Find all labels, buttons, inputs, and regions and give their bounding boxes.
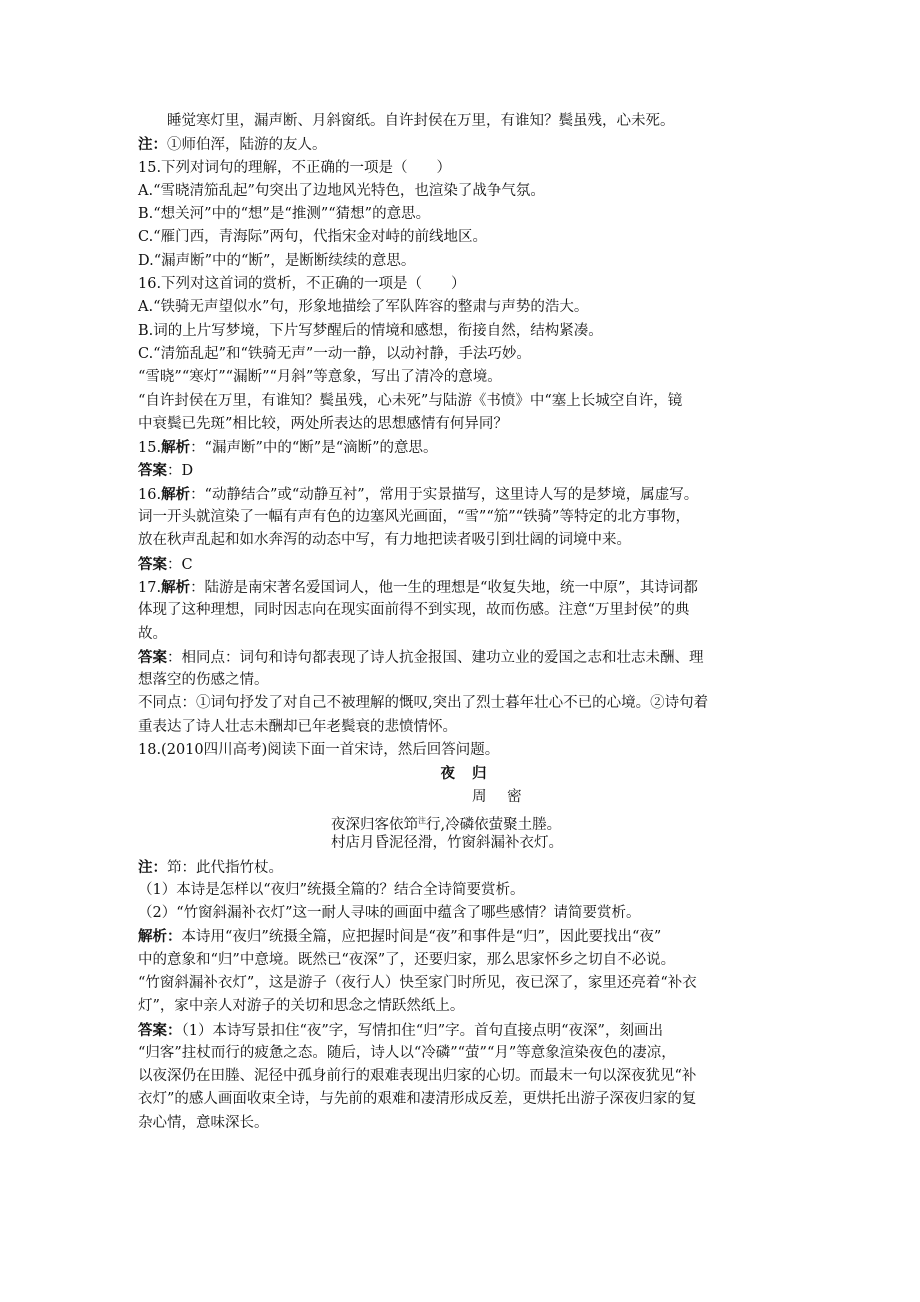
- document-page: [138, 110, 783, 1135]
- poem-line-2: 村店月昏泥径滑，竹窗斜漏补衣灯。: [331, 835, 563, 852]
- question-15-stem: 15.下列对词句的理解，不正确的一项是（ ）: [138, 159, 452, 176]
- answer-17-text: ：相同点：词句和诗句都表现了诗人抗金报国、建功立业的爱国之志和壮志未酬、理: [167, 649, 704, 666]
- question-18-sub-2: （2）“竹窗斜漏补衣灯”这一耐人寻味的画面中蕴含了哪些感情？请简要赏析。: [138, 905, 641, 922]
- answer-18-analysis-text: 本诗用“夜归”统摄全篇，应把握时间是“夜”和事件是“归”，因此要找出“夜”: [181, 929, 662, 946]
- answer-18-analysis-line-4: 灯”，家中亲人对游子的关切和思念之情跃然纸上。: [138, 998, 465, 1015]
- question-18-sub-1: （1）本诗是怎样以“夜归”统摄全篇的？结合全诗简要赏析。: [138, 881, 525, 898]
- answer-17-diff-line-1: 不同点：①词句抒发了对自己不被理解的慨叹,突出了烈士暮年壮心不已的心境。②诗句着: [138, 695, 709, 712]
- answer-17-diff-line-2: 重表达了诗人壮志未酬却已年老鬓衰的悲愤情怀。: [138, 718, 457, 735]
- question-16-option-c: C.“清笳乱起”和“铁骑无声”一动一静，以动衬静，手法巧妙。: [138, 345, 531, 362]
- answer-label: 答案：: [138, 1021, 182, 1039]
- answer-15-number: 15.: [138, 440, 162, 457]
- note-label: 注：: [138, 858, 167, 876]
- answer-18-analysis-line-3: “竹窗斜漏补衣灯”，这是游子（夜行人）快至家门时所见，夜已深了，家里还亮着“补衣: [138, 974, 697, 991]
- answer-15-value: ：D: [167, 463, 194, 480]
- note-label: 注：: [138, 136, 167, 154]
- answer-label: 答案: [138, 462, 167, 480]
- poem-line-1: [138, 809, 783, 832]
- answer-18-key-line-1: [138, 1019, 783, 1042]
- poem-author: 周 密: [472, 788, 530, 805]
- answer-18-key-line-2: “归客”拄杖而行的疲惫之态。随后，诗人以“冷磷”“萤”“月”等意象渲染夜色的凄凉，: [138, 1044, 676, 1061]
- poem-last-line: 睡觉寒灯里，漏声断、月斜窗纸。自许封侯在万里，有谁知？鬓虽残，心未死。: [167, 113, 675, 129]
- question-15-option-b: B.“想关河”中的“想”是“推测”“猜想”的意思。: [138, 206, 431, 223]
- question-18-intro: 18.(2010四川高考)阅读下面一首宋诗，然后回答问题。: [138, 742, 500, 759]
- answer-label: 答案: [138, 648, 167, 666]
- answer-17-key-line-1: [138, 646, 783, 669]
- analysis-label: 解析: [161, 485, 191, 503]
- answer-17-key-line-2: 想落空的伤感之情。: [138, 672, 269, 689]
- answer-17-analysis-line-2: 体现了这种理想，同时因志向在现实面前得不到实现，故而伤感。注意“万里封侯”的典: [138, 602, 690, 619]
- answer-16-analysis-text: ：“动静结合”或“动静互衬”，常用于实景描写，这里诗人写的是梦境，属虚写。: [190, 486, 699, 503]
- answer-label: 答案: [138, 555, 167, 573]
- answer-16-value: ：C: [167, 556, 193, 573]
- analysis-label: 解析：: [138, 928, 182, 946]
- answer-17-analysis-line-3: 故。: [138, 625, 167, 642]
- answer-15-analysis: [138, 436, 783, 459]
- question-15-option-a: A.“雪晓清笳乱起”句突出了边地风光特色，也渲染了战争气氛。: [138, 182, 545, 199]
- question-16-option-a: A.“铁骑无声望似水”句，形象地描绘了军队阵容的整肃与声势的浩大。: [138, 299, 589, 316]
- analysis-label: 解析: [161, 578, 191, 596]
- answer-18-text: （1）本诗写景扣住“夜”字，写情扣住“归”字。首句直接点明“夜深”，刻画出: [181, 1022, 663, 1039]
- answer-17-analysis-line-1: [138, 576, 783, 599]
- answer-16-analysis-line-1: [138, 483, 783, 506]
- answer-16-key: [138, 553, 783, 576]
- question-15-option-c: C.“雁门西，青海际”两句，代指宋金对峙的前线地区。: [138, 229, 488, 246]
- answer-18-key-line-3: 以夜深仍在田塍、泥径中孤身前行的艰难表现出归家的心切。而最末一句以深夜犹见“补: [138, 1068, 697, 1085]
- note-text: ①师伯浑，陆游的友人。: [167, 137, 327, 154]
- question-15-option-d: D.“漏声断”中的“断”，是断断续续的意思。: [138, 252, 416, 269]
- answer-18-key-line-4: 衣灯”的感人画面收束全诗，与先前的艰难和凄清形成反差，更烘托出游子深夜归家的复: [138, 1091, 697, 1108]
- question-17-line-2: 中衰鬓已先斑”相比较，两处所表达的思想感情有何异同？: [138, 415, 508, 432]
- answer-16-analysis-line-2: 词一开头就渲染了一幅有声有色的边塞风光画面，“雪”“笳”“铁骑”等特定的北方事物，: [138, 509, 690, 526]
- poem-line-1-part-a: 夜深归客依笻: [331, 816, 418, 833]
- poem-title: 夜 归: [440, 765, 493, 783]
- answer-17-number: 17.: [138, 579, 162, 596]
- answer-15-key: [138, 459, 783, 482]
- answer-18-key-line-5: 杂心情，意味深长。: [138, 1114, 269, 1131]
- poem-line-1-part-b: 行,冷磷依萤聚土塍。: [426, 816, 562, 833]
- analysis-label: 解析: [161, 439, 191, 457]
- question-16-option-d: “雪晓”“寒灯”“漏断”“月斜”等意象，写出了清冷的意境。: [138, 369, 502, 386]
- question-16-option-b: B.词的上片写梦境，下片写梦醒后的情境和感想，衔接自然，结构紧凑。: [138, 322, 603, 339]
- note-text: 笻：此代指竹杖。: [167, 859, 283, 876]
- footnote-marker: 注: [418, 815, 426, 825]
- note-2: [138, 856, 783, 879]
- answer-18-analysis-line-2: 中的意象和“归”中意境。既然已“夜深”了，还要归家，那么思家怀乡之切自不必说。: [138, 951, 676, 968]
- note-1: [138, 133, 783, 156]
- answer-17-analysis-text: ：陆游是南宋著名爱国词人，他一生的理想是“收复失地，统一中原”，其诗词都: [190, 579, 698, 596]
- answer-16-number: 16.: [138, 486, 162, 503]
- answer-15-analysis-text: ：“漏声断”中的“断”是“滴断”的意思。: [190, 440, 438, 457]
- question-16-stem: 16.下列对这首词的赏析，不正确的一项是（ ）: [138, 276, 466, 293]
- question-17-line-1: “自许封侯在万里，有谁知？鬓虽残，心未死”与陆游《书愤》中“塞上长城空自许，镜: [138, 392, 683, 409]
- answer-16-analysis-line-3: 放在秋声乱起和如水奔泻的动态中写，有力地把读者吸引到壮阔的词境中来。: [138, 532, 631, 549]
- answer-18-analysis-line-1: [138, 925, 783, 948]
